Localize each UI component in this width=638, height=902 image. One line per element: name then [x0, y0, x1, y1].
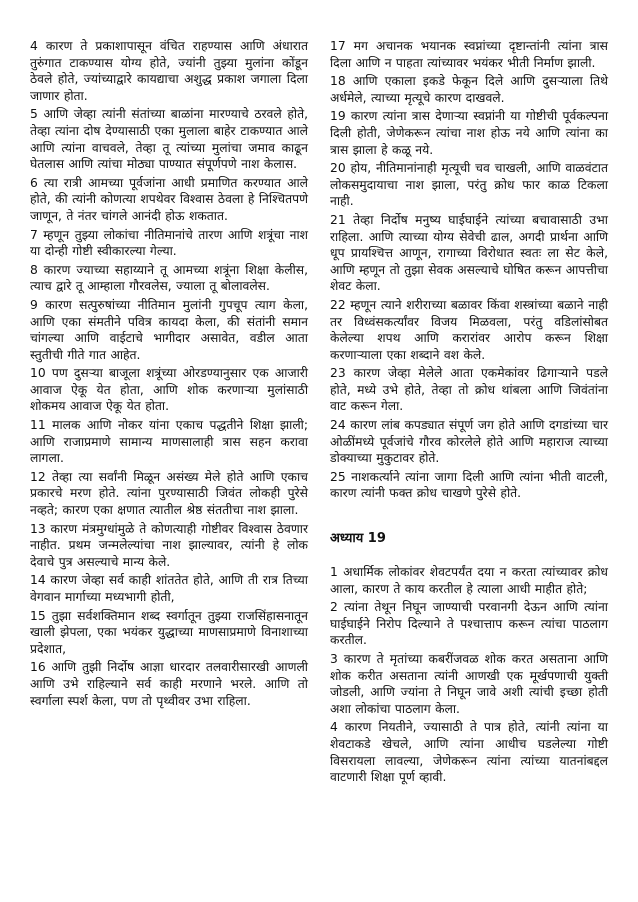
verse: 15 तुझा सर्वशक्तिमान शब्द स्वर्गातून तुझ्या राजसिंहासनातून खाली झेपला, एका भयंकर युद्धाच्या माणसाप्रमाणे विनाशाच्या प्रदेशात, [30, 608, 308, 656]
verse: 4 कारण ते प्रकाशापासून वंचित राहण्यास आणि अंधारात तुरुंगात टाकण्यास योग्य होते, ज्यांनी तुझ्या मुलांना कोंडून ठेवले होते, ज्यांच्याद्वारे कायद्याचा अशुद्ध प्रकाश जगाला दिला जाणार होता. [30, 39, 308, 103]
verse: 3 कारण ते मृतांच्या कबरींजवळ शोक करत असताना आणि शोक करीत असताना त्यांनी आणखी एक मूर्खपणाची युक्ती जोडली, आणि ज्यांना ते निघून जावे अशी त्यांची इच्छा होती अशा लोकांचा पाठलाग केला. [330, 652, 608, 716]
chapter-heading: अध्याय 19 [330, 531, 386, 547]
right-column [330, 38, 608, 788]
two-column-layout [30, 38, 608, 788]
verse: 8 कारण ज्याच्या सहाय्याने तू आमच्या शत्रूंना शिक्षा केलीस, त्याच द्वारे तू आम्हाला गौरवलेस, ज्याला तू बोलावलेस. [30, 262, 308, 294]
verse: 22 म्हणून त्याने शरीराच्या बळावर किंवा शस्त्रांच्या बळाने नाही तर विध्वंसकर्त्यांवर विजय मिळवला, परंतु वडिलांसोबत केलेल्या शपथ आणि करारांवर आरोप करून शिक्षा करणाऱ्याला एका शब्दाने वश केले. [330, 297, 608, 362]
verse: 13 कारण मंत्रमुग्धांमुळे ते कोणत्याही गोष्टीवर विश्वास ठेवणार नाहीत. प्रथम जन्मलेल्यांचा नाश झाल्यावर, त्यांनी हे लोक देवाचे पुत्र असल्याचे मान्य केले. [30, 521, 308, 569]
verse: 6 त्या रात्री आमच्या पूर्वजांना आधी प्रमाणित करण्यात आले होते, की त्यांनी कोणत्या शपथेवर विश्वास ठेवला हे निश्चितपणे जाणून, ते नंतर चांगले आनंदी होऊ शकतात. [30, 175, 308, 223]
verse: 12 तेव्हा त्या सर्वांनी मिळून असंख्य मेले होते आणि एकाच प्रकारचे मरण होते. त्यांना पुरण्यासाठी जिवंत लोकही पुरेसे नव्हते; कारण एका क्षणात त्यातील श्रेष्ठ संततीचा नाश झाला. [30, 469, 308, 518]
verse: 21 तेव्हा निर्दोष मनुष्य घाईघाईने त्यांच्या बचावासाठी उभा राहिला. आणि त्याच्या योग्य सेवेची ढाल, अगदी प्रार्थना आणि धूप प्रायश्चित्त आणून, रागाच्या विरोधात स्वतः ला सेट केले, आणि म्हणून तो तुझा सेवक असल्याचे घोषित करून आपत्तीचा शेवट केला. [330, 212, 608, 294]
verse: 16 आणि तुझी निर्दोष आज्ञा धारदार तलवारीसारखी आणली आणि उभे राहिल्याने सर्व काही मरणाने भरले. आणि तो स्वर्गाला स्पर्श केला, पण तो पृथ्वीवर उभा राहिला. [30, 660, 308, 708]
verse: 19 कारण त्यांना त्रास देणाऱ्या स्वप्नांनी या गोष्टीची पूर्वकल्पना दिली होती, जेणेकरून त्यांचा नाश होऊ नये आणि त्यांना का त्रास झाला हे कळू नये. [330, 109, 608, 157]
verse: 9 कारण सत्पुरुषांच्या नीतिमान मुलांनी गुपचूप त्याग केला, आणि एका संमतीने पवित्र कायदा केला, की संतांनी समान चांगल्या आणि वाईटाचे भागीदार असावेत, वडील आता स्तुतीची गीते गात आहेत. [30, 297, 308, 362]
verse: 14 कारण जेव्हा सर्व काही शांततेत होते, आणि ती रात्र तिच्या वेगवान मार्गाच्या मध्यभागी होती, [30, 573, 308, 604]
verse: 4 कारण नियतीने, ज्यासाठी ते पात्र होते, त्यांनी त्यांना या शेवटाकडे खेचले, आणि त्यांना आधीच घडलेल्या गोष्टी विसरायला लावल्या, जेणेकरून त्यांना त्यांच्या यातनांबद्दल वाटणारी शिक्षा पूर्ण व्हावी. [330, 720, 608, 785]
verse: 7 म्हणून तुझ्या लोकांचा नीतिमानांचे तारण आणि शत्रूंचा नाश या दोन्ही गोष्टी स्वीकारल्या गेल्या. [30, 227, 308, 259]
verse: 25 नाशकर्त्याने त्यांना जागा दिली आणि त्यांना भीती वाटली, कारण त्यांनी फक्त क्रोध चाखणे पुरेसे होते. [330, 469, 608, 501]
verse: 10 पण दुसऱ्या बाजूला शत्रूंच्या ओरडण्यानुसार एक आजारी आवाज ऐकू येत होता, आणि शोक करणाऱ्या मुलांसाठी शोकमय आवाज ऐकू येत होता. [30, 366, 308, 414]
verse: 23 कारण जेव्हा मेलेले आता एकमेकांवर ढिगाऱ्याने पडले होते, मध्ये उभे होते, तेव्हा तो क्रोध थांबला आणि जिवंतांना वाट करून गेला. [330, 366, 608, 414]
verse: 11 मालक आणि नोकर यांना एकाच पद्धतीने शिक्षा झाली; आणि राजाप्रमाणे सामान्य माणसालाही त्रास सहन करावा लागला. [30, 418, 308, 466]
verse: 18 आणि एकाला इकडे फेकून दिले आणि दुसऱ्याला तिथे अर्धमेले, त्याच्या मृत्यूचे कारण दाखवले. [330, 74, 608, 105]
verse: 5 आणि जेव्हा त्यांनी संतांच्या बाळांना मारण्याचे ठरवले होते, तेव्हा त्यांना दोष देण्यासाठी एका मुलाला बाहेर टाकण्यात आले आणि त्यांना वाचवले, तेव्हा तू त्यांच्या मुलांचा जमाव काढून घेतलास आणि त्यांचा मोठ्या पाण्यात संपूर्णपणे नाश केलास. [30, 107, 308, 172]
verse: 17 मग अचानक भयानक स्वप्नांच्या दृष्टान्तांनी त्यांना त्रास दिला आणि न पाहता त्यांच्यावर भयंकर भीती निर्माण झाली. [330, 39, 608, 70]
verse: 24 कारण लांब कपड्यात संपूर्ण जग होते आणि दगडांच्या चार ओळींमध्ये पूर्वजांचे गौरव कोरलेले होते आणि महाराज त्याच्या डोक्याच्या मुकुटावर होते. [330, 418, 608, 466]
verse: 2 त्यांना तेथून निघून जाण्याची परवानगी देऊन आणि त्यांना घाईघाईने निरोप दिल्याने ते पश्चात्ताप करून त्यांचा पाठलाग करतील. [330, 600, 608, 648]
left-column [30, 38, 308, 788]
verse: 20 होय, नीतिमानांनाही मृत्यूची चव चाखली, आणि वाळवंटात लोकसमुदायाचा नाश झाला, परंतु क्रोध फार काळ टिकला नाही. [330, 161, 608, 209]
verse: 1 अधार्मिक लोकांवर शेवटपर्यंत दया न करता त्यांच्यावर क्रोध आला, कारण ते काय करतील हे त्याला आधी माहीत होते; [330, 565, 608, 596]
